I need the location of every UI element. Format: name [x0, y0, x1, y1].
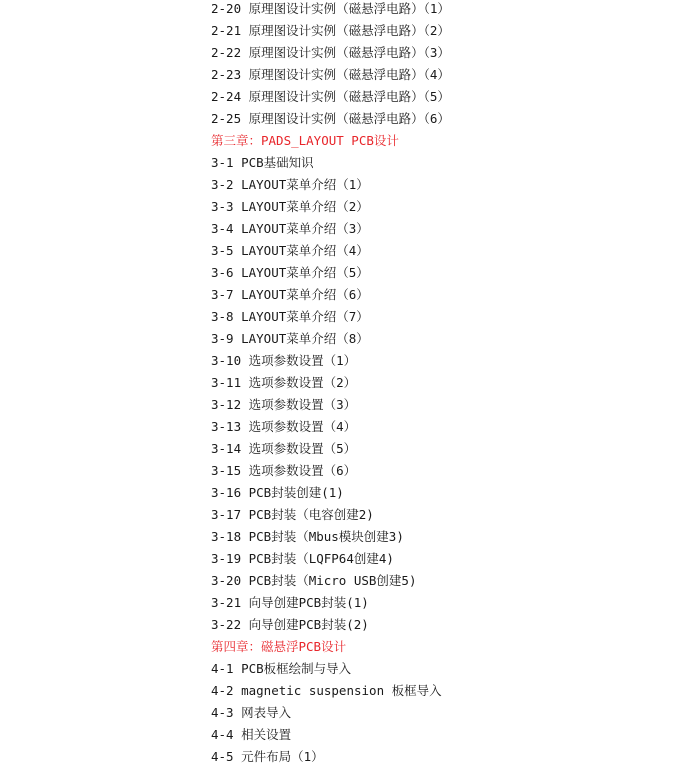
chapter-heading: 第三章：PADS_LAYOUT PCB设计	[211, 133, 399, 148]
toc-entry: 2-20 原理图设计实例（磁悬浮电路）（1）	[211, 1, 450, 16]
toc-entry: 3-11 选项参数设置（2）	[211, 375, 357, 390]
toc-entry: 4-5 元件布局（1）	[211, 749, 324, 764]
toc-entry: 3-3 LAYOUT菜单介绍（2）	[211, 199, 369, 214]
table-of-contents	[211, 0, 450, 768]
toc-entry: 3-15 选项参数设置（6）	[211, 463, 357, 478]
toc-entry: 3-12 选项参数设置（3）	[211, 397, 357, 412]
toc-entry: 3-10 选项参数设置（1）	[211, 353, 357, 368]
toc-entry: 3-8 LAYOUT菜单介绍（7）	[211, 309, 369, 324]
toc-entry: 4-3 网表导入	[211, 705, 292, 720]
toc-entry: 3-22 向导创建PCB封装(2)	[211, 617, 369, 632]
toc-entry: 3-4 LAYOUT菜单介绍（3）	[211, 221, 369, 236]
toc-entry: 3-16 PCB封装创建(1)	[211, 485, 344, 500]
chapter-heading: 第四章：磁悬浮PCB设计	[211, 639, 347, 654]
toc-entry: 2-21 原理图设计实例（磁悬浮电路）（2）	[211, 23, 450, 38]
toc-entry: 3-21 向导创建PCB封装(1)	[211, 595, 369, 610]
toc-entry: 3-6 LAYOUT菜单介绍（5）	[211, 265, 369, 280]
toc-entry: 3-18 PCB封装（Mbus模块创建3)	[211, 529, 404, 544]
toc-entry: 4-2 magnetic suspension 板框导入	[211, 683, 442, 698]
toc-entry: 2-25 原理图设计实例（磁悬浮电路）（6）	[211, 111, 450, 126]
toc-entry: 3-2 LAYOUT菜单介绍（1）	[211, 177, 369, 192]
toc-entry: 3-9 LAYOUT菜单介绍（8）	[211, 331, 369, 346]
toc-entry: 4-1 PCB板框绘制与导入	[211, 661, 352, 676]
toc-entry: 3-17 PCB封装（电容创建2)	[211, 507, 374, 522]
toc-entry: 2-24 原理图设计实例（磁悬浮电路）（5）	[211, 89, 450, 104]
toc-entry: 2-22 原理图设计实例（磁悬浮电路）（3）	[211, 45, 450, 60]
toc-entry: 2-23 原理图设计实例（磁悬浮电路）（4）	[211, 67, 450, 82]
toc-entry: 3-7 LAYOUT菜单介绍（6）	[211, 287, 369, 302]
toc-entry: 3-14 选项参数设置（5）	[211, 441, 357, 456]
toc-entry: 3-5 LAYOUT菜单介绍（4）	[211, 243, 369, 258]
toc-entry: 3-1 PCB基础知识	[211, 155, 314, 170]
toc-entry: 3-19 PCB封装（LQFP64创建4)	[211, 551, 394, 566]
toc-entry: 3-13 选项参数设置（4）	[211, 419, 357, 434]
toc-entry: 4-4 相关设置	[211, 727, 292, 742]
toc-entry: 3-20 PCB封装（Micro USB创建5)	[211, 573, 417, 588]
